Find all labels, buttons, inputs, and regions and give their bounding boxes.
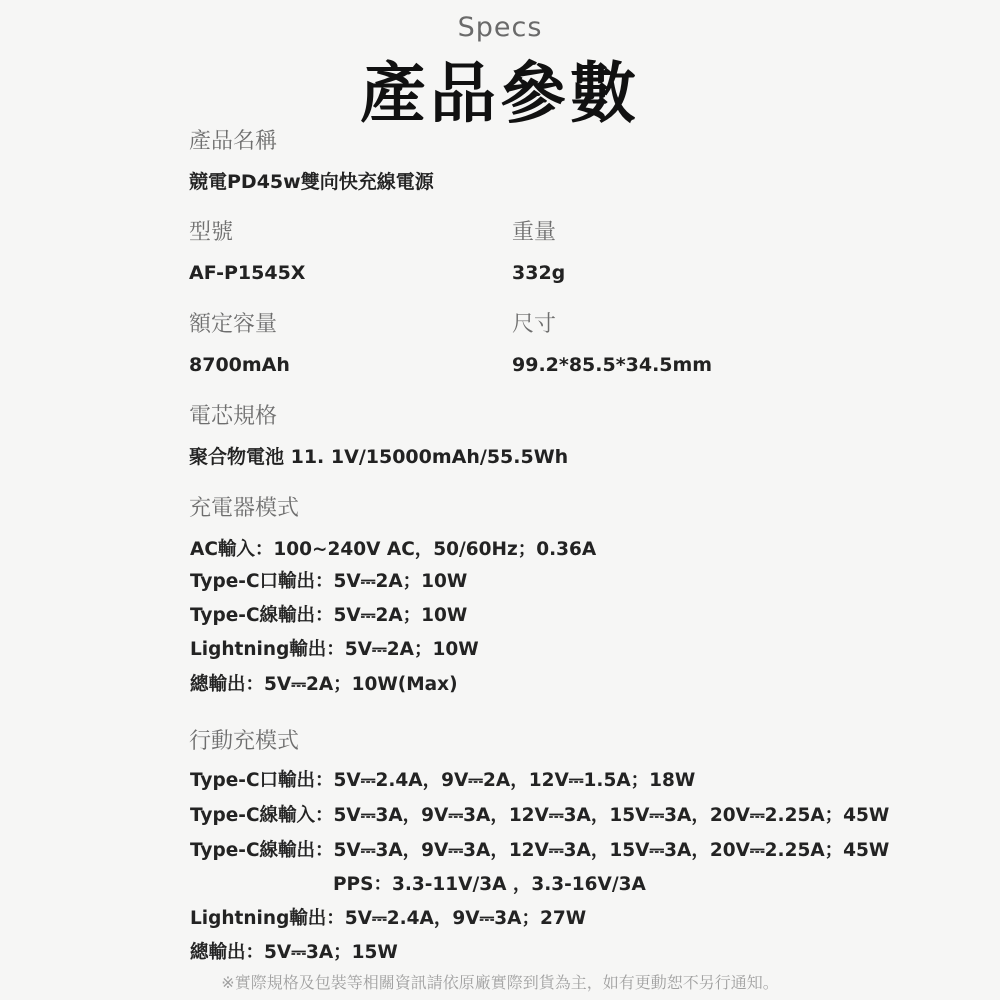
charger-mode-line: 總輸出：5V⎓2A；10W(Max) [190, 674, 458, 695]
cell-value: 聚合物電池 11. 1V/15000mAh/55.5Wh [189, 446, 569, 468]
powerbank-mode-line: Type-C線輸入：5V⎓3A，9V⎓3A，12V⎓3A，15V⎓3A，20V⎓2.25A；45W [190, 805, 890, 826]
specs-subtitle: Specs [457, 12, 543, 43]
capacity-section [189, 310, 290, 378]
capacity-label: 額定容量 [189, 312, 278, 337]
powerbank-mode-line: PPS：3.3-11V/3A ，3.3-16V/3A [333, 874, 646, 895]
product-name-section [189, 127, 434, 195]
page-title: 產品參數 [360, 55, 640, 132]
charger-mode-label: 充電器模式 [189, 496, 300, 521]
cell-label: 電芯規格 [189, 404, 278, 429]
size-value: 99.2*85.5*34.5mm [512, 354, 713, 376]
size-section [512, 310, 712, 378]
model-label: 型號 [189, 220, 234, 245]
charger-mode-line: Lightning輸出：5V⎓2A；10W [190, 639, 479, 660]
powerbank-mode-label-wrap [189, 727, 299, 757]
model-value: AF-P1545X [189, 262, 306, 284]
charger-mode-line: Type-C口輸出：5V⎓2A；10W [190, 571, 468, 592]
capacity-value: 8700mAh [189, 354, 290, 376]
powerbank-mode-line: Lightning輸出：5V⎓2.4A，9V⎓3A；27W [190, 908, 587, 929]
powerbank-mode-label: 行動充模式 [189, 729, 300, 754]
weight-value: 332g [512, 262, 566, 284]
product-name-value: 競電PD45w雙向快充線電源 [189, 171, 434, 193]
cell-section [189, 402, 568, 470]
size-label: 尺寸 [512, 312, 557, 337]
model-section [189, 218, 305, 286]
charger-mode-line: Type-C線輸出：5V⎓2A；10W [190, 605, 468, 626]
charger-mode-line: AC輸入：100~240V AC，50/60Hz；0.36A [190, 539, 597, 560]
powerbank-mode-line: Type-C線輸出：5V⎓3A，9V⎓3A，12V⎓3A，15V⎓3A，20V⎓2.25A；45W [190, 840, 890, 861]
weight-label: 重量 [512, 220, 557, 245]
powerbank-mode-line: Type-C口輸出：5V⎓2.4A，9V⎓2A，12V⎓1.5A；18W [190, 770, 696, 791]
charger-mode-label-wrap [189, 494, 299, 524]
product-name-label: 產品名稱 [189, 129, 278, 154]
powerbank-mode-line: 總輸出：5V⎓3A；15W [190, 942, 398, 963]
weight-section [512, 218, 565, 286]
disclaimer-note: ※實際規格及包裝等相關資訊請依原廠實際到貨為主，如有更動恕不另行通知。 [221, 973, 779, 992]
